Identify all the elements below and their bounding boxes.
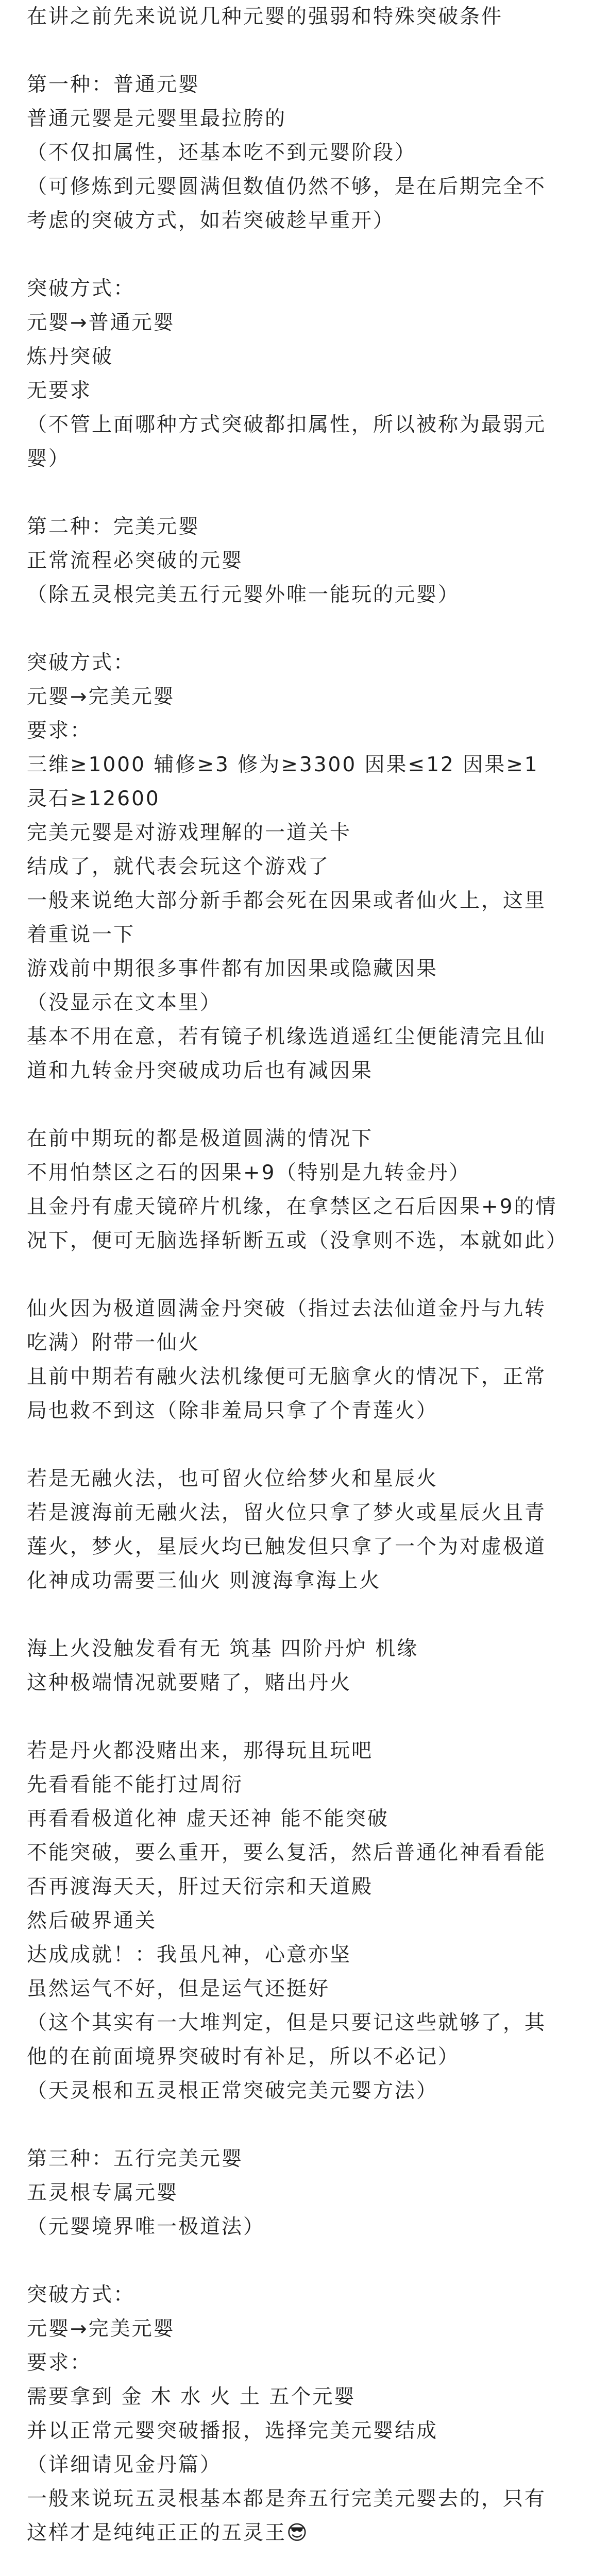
text-line: 仙火因为极道圆满金丹突破（指过去法仙道金丹与九转吃满）附带一仙火 — [27, 1297, 547, 1354]
text-line: 不能突破，要么重开，要么复活，然后普通化神看看能否再渡海天天，肝过天衍宗和天道殿 — [27, 1841, 547, 1899]
text-line: 三维≥1000 辅修≥3 修为≥3300 因果≤12 因果≥1 — [27, 753, 539, 776]
text-line: 达成成就！：我虽凡神，心意亦坚 — [27, 1943, 352, 1967]
text-line: 突破方式： — [27, 2283, 136, 2307]
text-line: 海上火没触发看有无 筑基 四阶丹炉 机缘 — [27, 1637, 419, 1660]
text-line: 且前中期若有融火法机缘便可无脑拿火的情况下，正常局也救不到这（除非羞局只拿了个青莲火） — [27, 1365, 547, 1422]
text-line: （天灵根和五灵根正常突破完美元婴方法） — [27, 2079, 438, 2103]
paragraph-gap — [27, 2244, 561, 2278]
text-line: 炼丹突破 — [27, 345, 114, 368]
text-line: 突破方式： — [27, 277, 136, 300]
paragraph-gap — [27, 1258, 561, 1292]
paragraph-gap — [27, 1088, 561, 1122]
text-line: 五灵根专属元婴 — [27, 2181, 179, 2205]
text-line: 先看看能不能打过周衍 — [27, 1773, 244, 1797]
text-line: 若是无融火法，也可留火位给梦火和星辰火 — [27, 1467, 438, 1490]
text-line: 若是渡海前无融火法，留火位只拿了梦火或星辰火且青莲火，梦火，星辰火均已触发但只拿了一个为对虚极道化神成功需要三仙火 则渡海拿海上火 — [27, 1501, 547, 1592]
text-line: 不用怕禁区之石的因果+9（特别是九转金丹） — [27, 1161, 471, 1184]
text-line: 元婴→完美元婴 — [27, 2317, 175, 2341]
text-line: 且金丹有虚天镜碎片机缘，在拿禁区之石后因果+9的情况下，便可无脑选择斩断五或（没拿则不选，本就如此） — [27, 1195, 568, 1252]
paragraph-gap — [27, 34, 561, 68]
text-line: 元婴→完美元婴 — [27, 685, 175, 708]
text-line: 一般来说绝大部分新手都会死在因果或者仙火上，这里着重说一下 — [27, 889, 547, 946]
text-line: 元婴→普通元婴 — [27, 311, 175, 334]
text-line: 然后破界通关 — [27, 1909, 157, 1933]
text-line: 正常流程必突破的元婴 — [27, 549, 244, 572]
text-line: 基本不用在意，若有镜子机缘选逍遥红尘便能清完且仙道和九转金丹突破成功后也有减因果 — [27, 1025, 547, 1082]
text-line: 在讲之前先来说说几种元婴的强弱和特殊突破条件 — [27, 5, 503, 28]
text-line: （详细请见金丹篇） — [27, 2453, 222, 2477]
paragraph-gap — [27, 476, 561, 510]
text-line: （这个其实有一大堆判定，但是只要记这些就够了，其他的在前面境界突破时有补足，所以不必记） — [27, 2011, 547, 2069]
text-line: （不仅扣属性，还基本吃不到元婴阶段） — [27, 141, 417, 164]
text-line: 并以正常元婴突破播报，选择完美元婴结成 — [27, 2419, 438, 2443]
text-line: 一般来说玩五灵根基本都是奔五行完美元婴去的，只有这样才是纯纯正正的五灵王😎 — [27, 2487, 547, 2545]
text-line: 在前中期玩的都是极道圆满的情况下 — [27, 1127, 374, 1150]
text-line: 第一种：普通元婴 — [27, 73, 200, 96]
text-line: （可修炼到元婴圆满但数值仍然不够，是在后期完全不考虑的突破方式，如若突破趁早重开） — [27, 175, 547, 232]
text-line: 再看看极道化神 虚天还神 能不能突破 — [27, 1807, 389, 1831]
text-line: 无要求 — [27, 379, 92, 402]
text-line: （不管上面哪种方式突破都扣属性，所以被称为最弱元婴） — [27, 413, 547, 470]
text-line: 需要拿到 金 木 水 火 土 五个元婴 — [27, 2385, 356, 2409]
text-line: 突破方式： — [27, 651, 136, 674]
text-line: （没显示在文本里） — [27, 991, 222, 1014]
text-line: （除五灵根完美五行元婴外唯一能玩的元婴） — [27, 583, 460, 606]
text-line: 这种极端情况就要赌了，赌出丹火 — [27, 1671, 352, 1694]
paragraph-gap — [27, 1598, 561, 1632]
text-line: 第二种：完美元婴 — [27, 515, 200, 538]
text-line: 要求： — [27, 2351, 92, 2375]
paragraph-gap — [27, 2108, 561, 2142]
text-line: 若是丹火都没赌出来，那得玩且玩吧 — [27, 1739, 374, 1762]
text-line: 灵石≥12600 — [27, 787, 160, 810]
text-line: 虽然运气不好，但是运气还挺好 — [27, 1977, 330, 2001]
paragraph-gap — [27, 238, 561, 272]
text-line: 普通元婴是元婴里最拉胯的 — [27, 107, 287, 130]
text-line: 要求： — [27, 719, 92, 742]
paragraph-gap — [27, 612, 561, 646]
paragraph-gap — [27, 1700, 561, 1734]
text-line: 第三种：五行完美元婴 — [27, 2147, 244, 2171]
text-line: 结成了，就代表会玩这个游戏了 — [27, 855, 330, 878]
text-line: （元婴境界唯一极道法） — [27, 2215, 265, 2239]
text-line: 游戏前中期很多事件都有加因果或隐藏因果 — [27, 957, 438, 980]
paragraph-gap — [27, 2550, 561, 2576]
paragraph-gap — [27, 1428, 561, 1462]
text-line: 完美元婴是对游戏理解的一道关卡 — [27, 821, 352, 844]
